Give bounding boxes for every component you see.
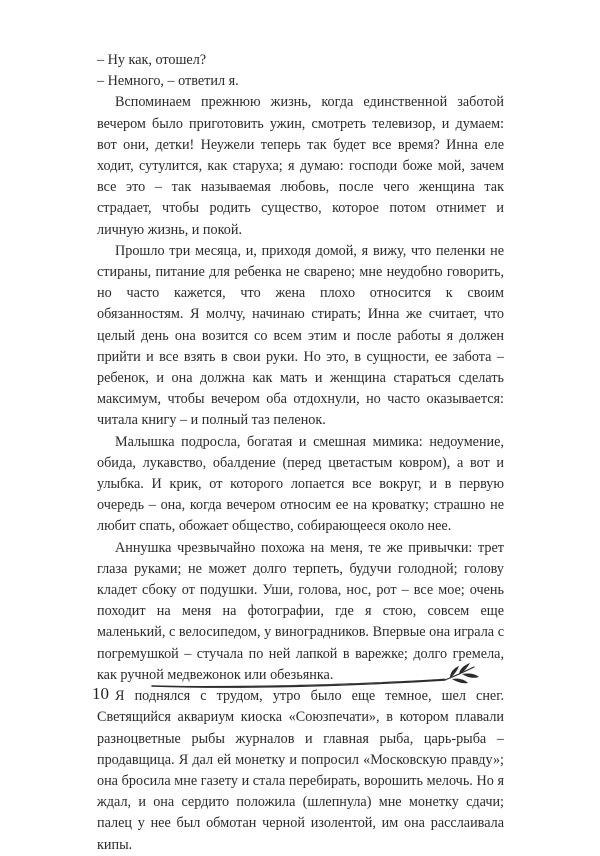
- paragraph: Я поднялся с трудом, утро было еще темное, шел снег. Светящийся аквариум киоска «Союзпечати», в котором плавали разноцветные рыбы журналов и главная рыба, царь-рыба – продавщица. Я дал ей монетку и попросил «Московскую правду»; она бросила мне газету и стала перебирать, ворошить мелочь. Но я ждал, и она сердито положила (шлепнула) мне монетку сдачи; палец у нее был обмотан черной изолентой, им она расслаивала кипы.: [97, 688, 504, 853]
- dialogue-line: – Ну как, отошел?: [97, 52, 207, 68]
- dialogue-line: – Немного, – ответил я.: [97, 73, 239, 90]
- paragraph: Малышка подросла, богатая и смешная мимика: недоумение, обида, лукавство, обалдение (перед цветастым ковром), а вот и улыбка. И крик, от которого лопается все вокруг, и в первую очередь – она, когда вечером относим ее на кроватку; страшно не любит спать, обожает общество, собирающееся около нее.: [97, 433, 504, 535]
- body-text: [97, 50, 504, 856]
- paragraph: Прошло три месяца, и, приходя домой, я вижу, что пеленки не стираны, питание для ребенка не сварено; мне неудобно говорить, но часто кажется, что жена плохо относится к своим обязанностям. Я молчу, начинаю стирать; Инна же считает, что целый день она возится со всем этим и после работы я должен прийти и все взять в свои руки. Но это, в сущности, ее забота – ребенок, и она должна как мать и женщина стараться сделать максимум, чтобы вечером оба отдохнули, но часто оказывается: читала книгу – и полный таз пеленок.: [97, 242, 504, 429]
- page-number: 10: [92, 684, 109, 703]
- paragraph: Аннушка чрезвычайно похожа на меня, те же привычки: трет глаза руками; не может долго терпеть, будучи голодной; голову кладет сбоку от подушки. Уши, голова, нос, рот – все мое; очень походит на меня на фотографии, где я стою, совсем еще маленький, с велосипедом, у виноградников. Впервые она играла с погремушкой – стучала по ней лапкой в варежке; долго гремела, как ручной медвежонок или обезьянка.: [97, 539, 504, 683]
- footer-ornament: [150, 662, 485, 698]
- leaf-sprig-icon: [445, 663, 479, 683]
- paragraph: Вспоминаем прежнюю жизнь, когда единственной заботой вечером было приготовить ужин, смотреть телевизор, и думаем: вот они, детки! Неужели теперь так будет все время? Инна еле ходит, сутулится, как старуха; я думаю: господи боже мой, зачем все это – так называемая любовь, после чего женщина так страдает, чтобы родить существо, которое потом отнимет и личную жизнь, и покой.: [97, 94, 504, 238]
